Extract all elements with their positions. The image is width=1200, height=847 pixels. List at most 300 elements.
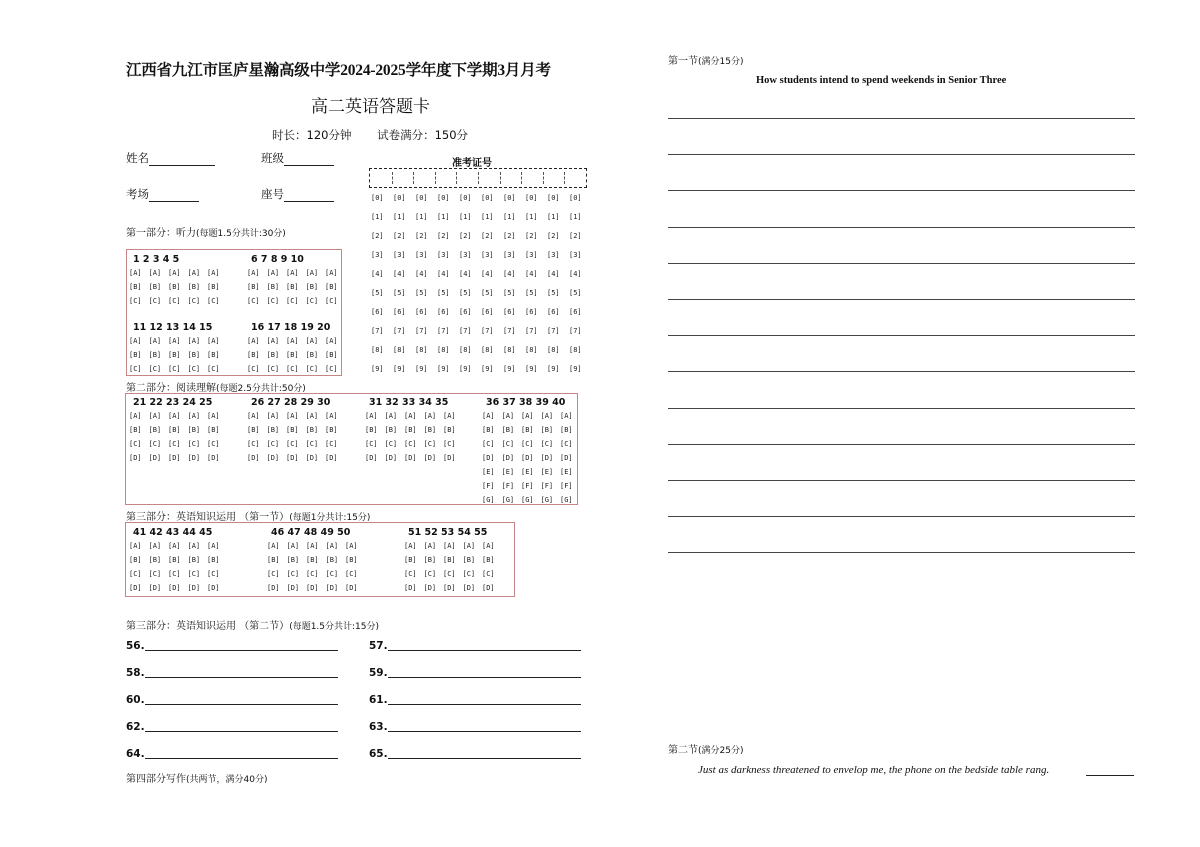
blank-item[interactable] [369, 721, 581, 735]
part2-option-bubble[interactable]: [F] [521, 482, 534, 490]
exam-id-bubble[interactable]: [6] [415, 308, 428, 316]
part1-option-bubble[interactable]: [B] [148, 283, 162, 291]
exam-id-bubble[interactable]: [7] [415, 327, 428, 335]
part1-option-bubble[interactable]: [B] [207, 283, 220, 291]
part2-option-bubble[interactable]: [B] [501, 426, 515, 434]
part2-option-bubble[interactable]: [A] [482, 412, 495, 420]
exam-id-bubble[interactable]: [9] [525, 365, 538, 373]
exam-id-bubble[interactable]: [0] [525, 194, 538, 202]
exam-id-bubble[interactable]: [8] [415, 346, 428, 354]
seat-line[interactable] [284, 190, 334, 202]
exam-id-bubble[interactable]: [7] [481, 327, 494, 335]
part3a-option-bubble[interactable]: [B] [482, 556, 495, 564]
part3a-option-bubble[interactable]: [B] [148, 556, 162, 564]
exam-id-bubble[interactable]: [3] [393, 251, 406, 259]
part3a-option-bubble[interactable]: [A] [306, 542, 319, 550]
exam-id-bubble[interactable]: [0] [459, 194, 472, 202]
part2-option-bubble[interactable]: [B] [247, 426, 260, 434]
exam-id-bubble[interactable]: [8] [393, 346, 406, 354]
part2-option-bubble[interactable]: [C] [365, 440, 378, 448]
part2-option-bubble[interactable]: [C] [404, 440, 417, 448]
part2-option-bubble[interactable]: [D] [207, 454, 220, 462]
exam-id-bubble[interactable]: [8] [547, 346, 560, 354]
exam-id-bubble[interactable]: [6] [371, 308, 384, 316]
part3a-option-bubble[interactable]: [D] [286, 584, 300, 592]
part1-option-bubble[interactable]: [C] [286, 365, 299, 373]
exam-id-bubble[interactable]: [2] [437, 232, 450, 240]
exam-id-bubble[interactable]: [7] [437, 327, 450, 335]
blank-item[interactable] [369, 640, 581, 654]
exam-id-bubble[interactable]: [8] [525, 346, 538, 354]
blank-item[interactable] [369, 667, 581, 681]
part1-option-bubble[interactable]: [A] [168, 269, 181, 277]
part1-option-bubble[interactable]: [B] [247, 351, 260, 359]
part1-option-bubble[interactable]: [B] [207, 351, 220, 359]
exam-id-bubble[interactable]: [9] [481, 365, 494, 373]
blank-line[interactable] [145, 704, 338, 705]
part2-option-bubble[interactable]: [D] [247, 454, 260, 462]
part2-option-bubble[interactable]: [A] [325, 412, 338, 420]
part3a-option-bubble[interactable]: [D] [187, 584, 201, 592]
exam-id-bubble[interactable]: [2] [481, 232, 494, 240]
exam-id-bubble[interactable]: [6] [481, 308, 494, 316]
name-line[interactable] [149, 154, 215, 166]
part1-option-bubble[interactable]: [A] [207, 269, 220, 277]
part2-option-bubble[interactable]: [D] [365, 454, 378, 462]
exam-id-bubble[interactable]: [5] [481, 289, 494, 297]
part3a-option-bubble[interactable]: [C] [207, 570, 220, 578]
exam-id-bubble[interactable]: [2] [525, 232, 538, 240]
part1-option-bubble[interactable]: [A] [148, 337, 162, 345]
blank-line[interactable] [388, 650, 581, 651]
part2-option-bubble[interactable]: [G] [521, 496, 534, 504]
part1-option-bubble[interactable]: [A] [305, 269, 319, 277]
writing-line[interactable] [668, 190, 1135, 191]
part2-option-bubble[interactable]: [C] [305, 440, 319, 448]
exam-id-bubble[interactable]: [0] [569, 194, 582, 202]
part2-option-bubble[interactable]: [D] [404, 454, 417, 462]
part1-option-bubble[interactable]: [A] [325, 337, 338, 345]
class-line[interactable] [284, 154, 334, 166]
part3a-option-bubble[interactable]: [B] [306, 556, 319, 564]
part2-option-bubble[interactable]: [D] [148, 454, 162, 462]
exam-id-bubble[interactable]: [3] [415, 251, 428, 259]
part2-option-bubble[interactable]: [F] [560, 482, 573, 490]
exam-id-bubble[interactable]: [6] [503, 308, 516, 316]
part2-option-bubble[interactable]: [A] [187, 412, 201, 420]
exam-id-bubble[interactable]: [0] [393, 194, 406, 202]
exam-id-bubble[interactable]: [8] [459, 346, 472, 354]
part1-option-bubble[interactable]: [C] [305, 365, 319, 373]
part2-option-bubble[interactable]: [C] [540, 440, 554, 448]
part2-option-bubble[interactable]: [B] [325, 426, 338, 434]
part3a-option-bubble[interactable]: [A] [187, 542, 201, 550]
exam-id-bubble[interactable]: [9] [371, 365, 384, 373]
part1-option-bubble[interactable]: [A] [325, 269, 338, 277]
part3a-option-bubble[interactable]: [A] [207, 542, 220, 550]
room-field[interactable] [126, 186, 199, 202]
part2-option-bubble[interactable]: [B] [129, 426, 142, 434]
part1-option-bubble[interactable]: [B] [286, 351, 299, 359]
exam-id-bubble[interactable]: [4] [437, 270, 450, 278]
room-line[interactable] [149, 190, 199, 202]
blank-line[interactable] [145, 758, 338, 759]
part1-option-bubble[interactable]: [B] [129, 283, 142, 291]
writing-line[interactable] [668, 408, 1135, 409]
part3a-option-bubble[interactable]: [D] [443, 584, 456, 592]
part1-option-bubble[interactable]: [C] [129, 365, 142, 373]
exam-id-bubble[interactable]: [2] [569, 232, 582, 240]
exam-id-bubble[interactable]: [5] [393, 289, 406, 297]
part2-option-bubble[interactable]: [B] [443, 426, 456, 434]
exam-id-bubble[interactable]: [9] [503, 365, 516, 373]
exam-id-bubble[interactable]: [5] [459, 289, 472, 297]
part1-option-bubble[interactable]: [A] [266, 269, 280, 277]
blank-item[interactable] [126, 667, 339, 681]
exam-id-bubble[interactable]: [6] [437, 308, 450, 316]
part2-option-bubble[interactable]: [B] [266, 426, 280, 434]
part1-option-bubble[interactable]: [B] [286, 283, 299, 291]
exam-id-bubble[interactable]: [4] [459, 270, 472, 278]
exam-id-bubble[interactable]: [8] [481, 346, 494, 354]
part3a-option-bubble[interactable]: [B] [187, 556, 201, 564]
part3a-option-bubble[interactable]: [D] [404, 584, 417, 592]
part1-option-bubble[interactable]: [C] [148, 365, 162, 373]
part2-option-bubble[interactable]: [A] [560, 412, 573, 420]
part1-option-bubble[interactable]: [B] [148, 351, 162, 359]
exam-id-bubble[interactable]: [8] [569, 346, 582, 354]
part2-option-bubble[interactable]: [A] [148, 412, 162, 420]
part2-option-bubble[interactable]: [D] [266, 454, 280, 462]
part3a-option-bubble[interactable]: [D] [306, 584, 319, 592]
part3a-option-bubble[interactable]: [C] [345, 570, 358, 578]
part2-option-bubble[interactable]: [A] [384, 412, 398, 420]
part2-option-bubble[interactable]: [A] [266, 412, 280, 420]
exam-id-bubble[interactable]: [0] [503, 194, 516, 202]
exam-id-bubble[interactable]: [3] [481, 251, 494, 259]
part3a-option-bubble[interactable]: [A] [423, 542, 437, 550]
exam-id-bubble[interactable]: [5] [547, 289, 560, 297]
part2-option-bubble[interactable]: [B] [560, 426, 573, 434]
exam-id-bubble[interactable]: [6] [569, 308, 582, 316]
part2-option-bubble[interactable]: [A] [521, 412, 534, 420]
part2-option-bubble[interactable]: [D] [187, 454, 201, 462]
part2-option-bubble[interactable]: [D] [286, 454, 299, 462]
part3a-option-bubble[interactable]: [D] [423, 584, 437, 592]
part2-option-bubble[interactable]: [C] [286, 440, 299, 448]
part3a-option-bubble[interactable]: [B] [443, 556, 456, 564]
exam-id-bubble[interactable]: [7] [371, 327, 384, 335]
part2-option-bubble[interactable]: [C] [168, 440, 181, 448]
exam-id-bubble[interactable]: [7] [393, 327, 406, 335]
part2-option-bubble[interactable]: [A] [540, 412, 554, 420]
writing-line[interactable] [668, 480, 1135, 481]
exam-id-bubble[interactable]: [4] [525, 270, 538, 278]
exam-id-bubble[interactable]: [0] [371, 194, 384, 202]
blank-line[interactable] [388, 677, 581, 678]
part2-option-bubble[interactable]: [A] [305, 412, 319, 420]
seat-field[interactable] [261, 186, 334, 202]
part2-option-bubble[interactable]: [C] [384, 440, 398, 448]
blank-line[interactable] [145, 650, 338, 651]
part3a-option-bubble[interactable]: [A] [286, 542, 300, 550]
part1-option-bubble[interactable]: [A] [266, 337, 280, 345]
part2-option-bubble[interactable]: [C] [501, 440, 515, 448]
part3a-option-bubble[interactable]: [C] [325, 570, 339, 578]
part2-option-bubble[interactable]: [D] [129, 454, 142, 462]
part2-option-bubble[interactable]: [G] [560, 496, 573, 504]
exam-id-bubble[interactable]: [7] [459, 327, 472, 335]
exam-id-bubble[interactable]: [8] [371, 346, 384, 354]
blank-line[interactable] [388, 758, 581, 759]
part2-option-bubble[interactable]: [D] [325, 454, 338, 462]
exam-id-bubble[interactable]: [9] [547, 365, 560, 373]
blank-line[interactable] [145, 731, 338, 732]
part2-option-bubble[interactable]: [C] [129, 440, 142, 448]
part3a-option-bubble[interactable]: [B] [325, 556, 339, 564]
part3a-option-bubble[interactable]: [A] [325, 542, 339, 550]
part1-option-bubble[interactable]: [C] [325, 365, 338, 373]
part2-option-bubble[interactable]: [A] [247, 412, 260, 420]
writing-line[interactable] [668, 118, 1135, 119]
part2-option-bubble[interactable]: [C] [207, 440, 220, 448]
part1-option-bubble[interactable]: [B] [247, 283, 260, 291]
part2-option-bubble[interactable]: [A] [365, 412, 378, 420]
exam-id-bubble[interactable]: [1] [481, 213, 494, 221]
part1-option-bubble[interactable]: [B] [266, 283, 280, 291]
exam-id-bubble[interactable]: [8] [503, 346, 516, 354]
exam-id-bubble[interactable]: [5] [415, 289, 428, 297]
exam-id-bubble[interactable]: [7] [569, 327, 582, 335]
exam-id-bubble[interactable]: [6] [459, 308, 472, 316]
exam-id-bubble[interactable]: [4] [371, 270, 384, 278]
part1-option-bubble[interactable]: [A] [168, 337, 181, 345]
part1-option-bubble[interactable]: [A] [129, 269, 142, 277]
part3a-option-bubble[interactable]: [B] [345, 556, 358, 564]
part2-option-bubble[interactable]: [B] [207, 426, 220, 434]
part2-option-bubble[interactable]: [E] [482, 468, 495, 476]
part2-option-bubble[interactable]: [A] [443, 412, 456, 420]
part1-option-bubble[interactable]: [A] [305, 337, 319, 345]
part2-option-bubble[interactable]: [D] [384, 454, 398, 462]
part1-option-bubble[interactable]: [C] [129, 297, 142, 305]
part3a-option-bubble[interactable]: [D] [267, 584, 280, 592]
part3a-option-bubble[interactable]: [A] [482, 542, 495, 550]
blank-item[interactable] [126, 721, 339, 735]
exam-id-bubble[interactable]: [7] [503, 327, 516, 335]
part2-option-bubble[interactable]: [C] [266, 440, 280, 448]
exam-id-bubble[interactable]: [4] [569, 270, 582, 278]
part3a-option-bubble[interactable]: [A] [404, 542, 417, 550]
exam-id-bubble[interactable]: [7] [525, 327, 538, 335]
part1-option-bubble[interactable]: [B] [325, 351, 338, 359]
part2-option-bubble[interactable]: [B] [148, 426, 162, 434]
part1-option-bubble[interactable]: [C] [266, 297, 280, 305]
part1-option-bubble[interactable]: [A] [207, 337, 220, 345]
exam-id-write-box[interactable] [369, 168, 587, 188]
part1-option-bubble[interactable]: [C] [207, 365, 220, 373]
exam-id-bubble[interactable]: [4] [503, 270, 516, 278]
part2-option-bubble[interactable]: [E] [560, 468, 573, 476]
part3a-option-bubble[interactable]: [D] [129, 584, 142, 592]
exam-id-bubble[interactable]: [8] [437, 346, 450, 354]
part2-option-bubble[interactable]: [B] [521, 426, 534, 434]
part1-option-bubble[interactable]: [B] [305, 283, 319, 291]
part2-option-bubble[interactable]: [C] [443, 440, 456, 448]
part2-option-bubble[interactable]: [D] [540, 454, 554, 462]
exam-id-bubble[interactable]: [2] [371, 232, 384, 240]
part1-option-bubble[interactable]: [A] [286, 337, 299, 345]
part1-option-bubble[interactable]: [A] [148, 269, 162, 277]
blank-item[interactable] [126, 640, 339, 654]
exam-id-bubble[interactable]: [5] [525, 289, 538, 297]
part2-option-bubble[interactable]: [G] [482, 496, 495, 504]
part1-option-bubble[interactable]: [B] [168, 351, 181, 359]
part3a-option-bubble[interactable]: [C] [187, 570, 201, 578]
part3a-option-bubble[interactable]: [C] [482, 570, 495, 578]
part2-option-bubble[interactable]: [A] [168, 412, 181, 420]
part2-option-bubble[interactable]: [B] [365, 426, 378, 434]
part2-option-bubble[interactable]: [F] [482, 482, 495, 490]
part3a-option-bubble[interactable]: [C] [404, 570, 417, 578]
part2-option-bubble[interactable]: [B] [286, 426, 299, 434]
part3a-option-bubble[interactable]: [D] [325, 584, 339, 592]
exam-id-bubble[interactable]: [5] [371, 289, 384, 297]
exam-id-bubble[interactable]: [9] [393, 365, 406, 373]
part1-option-bubble[interactable]: [B] [168, 283, 181, 291]
part2-option-bubble[interactable]: [B] [404, 426, 417, 434]
part2-option-bubble[interactable]: [A] [423, 412, 437, 420]
part1-option-bubble[interactable]: [B] [187, 351, 201, 359]
exam-id-bubble[interactable]: [6] [547, 308, 560, 316]
exam-id-bubble[interactable]: [9] [459, 365, 472, 373]
part2-option-bubble[interactable]: [B] [187, 426, 201, 434]
part2-option-bubble[interactable]: [C] [325, 440, 338, 448]
part3a-option-bubble[interactable]: [D] [148, 584, 162, 592]
part2-option-bubble[interactable]: [D] [305, 454, 319, 462]
exam-id-bubble[interactable]: [1] [459, 213, 472, 221]
part2-option-bubble[interactable]: [D] [168, 454, 181, 462]
part2-option-bubble[interactable]: [F] [540, 482, 554, 490]
part3a-option-bubble[interactable]: [B] [286, 556, 300, 564]
blank-line[interactable] [145, 677, 338, 678]
exam-id-bubble[interactable]: [4] [481, 270, 494, 278]
exam-id-bubble[interactable]: [9] [415, 365, 428, 373]
part1-option-bubble[interactable]: [A] [247, 337, 260, 345]
part3a-option-bubble[interactable]: [C] [462, 570, 476, 578]
exam-id-bubble[interactable]: [7] [547, 327, 560, 335]
part3a-option-bubble[interactable]: [A] [129, 542, 142, 550]
exam-id-bubble[interactable]: [1] [393, 213, 406, 221]
part3a-option-bubble[interactable]: [C] [306, 570, 319, 578]
blank-line[interactable] [388, 731, 581, 732]
part1-option-bubble[interactable]: [A] [286, 269, 299, 277]
part1-option-bubble[interactable]: [B] [305, 351, 319, 359]
part3a-option-bubble[interactable]: [C] [129, 570, 142, 578]
part2-option-bubble[interactable]: [C] [521, 440, 534, 448]
part2-option-bubble[interactable]: [D] [423, 454, 437, 462]
part2-option-bubble[interactable]: [B] [540, 426, 554, 434]
exam-id-bubble[interactable]: [0] [481, 194, 494, 202]
part3a-option-bubble[interactable]: [D] [207, 584, 220, 592]
exam-id-bubble[interactable]: [4] [547, 270, 560, 278]
part2-option-bubble[interactable]: [D] [482, 454, 495, 462]
part3a-option-bubble[interactable]: [C] [423, 570, 437, 578]
part2-option-bubble[interactable]: [C] [423, 440, 437, 448]
exam-id-bubble[interactable]: [0] [547, 194, 560, 202]
name-field[interactable] [126, 150, 215, 166]
part1-option-bubble[interactable]: [C] [247, 365, 260, 373]
part2-option-bubble[interactable]: [B] [168, 426, 181, 434]
part2-option-bubble[interactable]: [B] [384, 426, 398, 434]
part3a-option-bubble[interactable]: [C] [168, 570, 181, 578]
exam-id-bubble[interactable]: [1] [371, 213, 384, 221]
part1-option-bubble[interactable]: [B] [187, 283, 201, 291]
part1-option-bubble[interactable]: [C] [247, 297, 260, 305]
part2-option-bubble[interactable]: [C] [482, 440, 495, 448]
writing-line[interactable] [668, 444, 1135, 445]
part3a-option-bubble[interactable]: [B] [129, 556, 142, 564]
exam-id-bubble[interactable]: [3] [437, 251, 450, 259]
part2-option-bubble[interactable]: [D] [443, 454, 456, 462]
exam-id-bubble[interactable]: [1] [569, 213, 582, 221]
exam-id-bubble[interactable]: [3] [525, 251, 538, 259]
exam-id-bubble[interactable]: [2] [415, 232, 428, 240]
blank-item[interactable] [126, 748, 339, 762]
exam-id-bubble[interactable]: [5] [569, 289, 582, 297]
part3a-option-bubble[interactable]: [B] [404, 556, 417, 564]
part3a-option-bubble[interactable]: [D] [482, 584, 495, 592]
part3a-option-bubble[interactable]: [D] [168, 584, 181, 592]
part2-option-bubble[interactable]: [E] [540, 468, 554, 476]
exam-id-bubble[interactable]: [1] [525, 213, 538, 221]
part2-option-bubble[interactable]: [D] [560, 454, 573, 462]
part1-option-bubble[interactable]: [C] [266, 365, 280, 373]
part3a-option-bubble[interactable]: [B] [168, 556, 181, 564]
part2-option-bubble[interactable]: [G] [540, 496, 554, 504]
exam-id-bubble[interactable]: [4] [393, 270, 406, 278]
part1-option-bubble[interactable]: [B] [266, 351, 280, 359]
writing-line[interactable] [668, 227, 1135, 228]
exam-id-bubble[interactable]: [6] [525, 308, 538, 316]
exam-id-bubble[interactable]: [2] [547, 232, 560, 240]
part1-option-bubble[interactable]: [B] [325, 283, 338, 291]
exam-id-bubble[interactable]: [3] [569, 251, 582, 259]
part2-option-bubble[interactable]: [C] [187, 440, 201, 448]
part2-option-bubble[interactable]: [F] [501, 482, 515, 490]
part3a-option-bubble[interactable]: [B] [267, 556, 280, 564]
exam-id-bubble[interactable]: [0] [415, 194, 428, 202]
part3a-option-bubble[interactable]: [B] [207, 556, 220, 564]
exam-id-bubble[interactable]: [3] [503, 251, 516, 259]
part2-option-bubble[interactable]: [A] [286, 412, 299, 420]
part2-option-bubble[interactable]: [C] [148, 440, 162, 448]
part1-option-bubble[interactable]: [C] [286, 297, 299, 305]
exam-id-bubble[interactable]: [1] [547, 213, 560, 221]
exam-id-bubble[interactable]: [6] [393, 308, 406, 316]
part2-option-bubble[interactable]: [A] [129, 412, 142, 420]
part3a-option-bubble[interactable]: [A] [267, 542, 280, 550]
blank-item[interactable] [369, 748, 581, 762]
blank-item[interactable] [126, 694, 339, 708]
writing-line[interactable] [668, 154, 1135, 155]
blank-line[interactable] [388, 704, 581, 705]
writing-line[interactable] [668, 263, 1135, 264]
part1-option-bubble[interactable]: [B] [129, 351, 142, 359]
part3a-option-bubble[interactable]: [B] [462, 556, 476, 564]
exam-id-bubble[interactable]: [4] [415, 270, 428, 278]
exam-id-bubble[interactable]: [1] [437, 213, 450, 221]
